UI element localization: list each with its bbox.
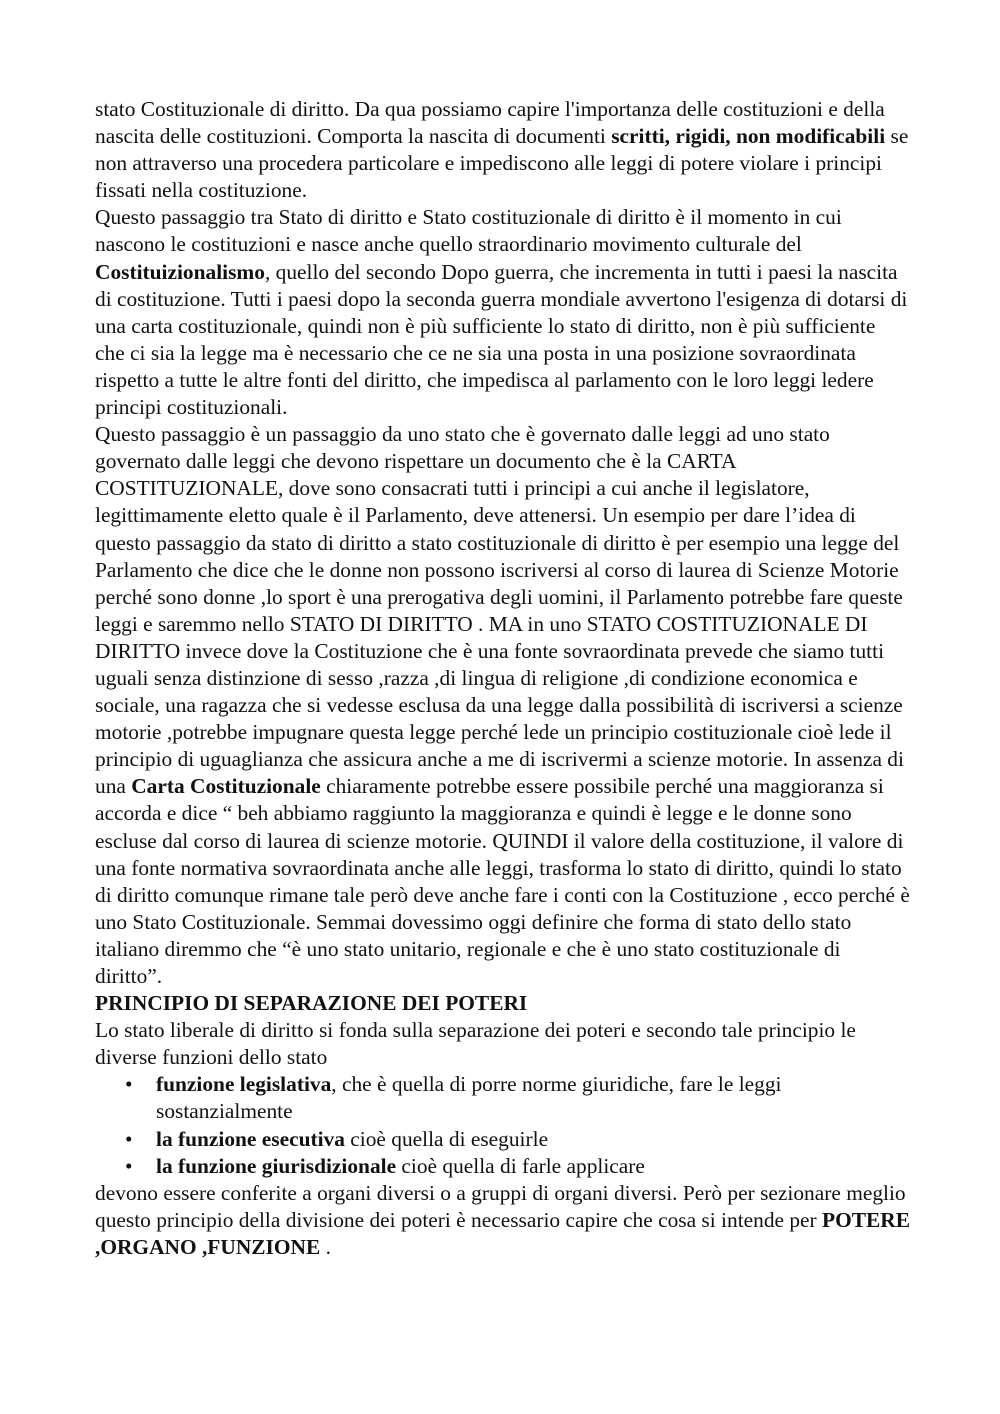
paragraph-intro: [95, 96, 910, 204]
paragraph-separazione: Lo stato liberale di diritto si fonda sulla separazione dei poteri e secondo tale principio le diverse funzioni dello stato: [95, 1018, 856, 1070]
bold-text: Costituizionalismo: [95, 259, 265, 284]
functions-list: [95, 1071, 910, 1179]
text-run: Questo passaggio tra Stato di diritto e Stato costituzionale di diritto è il momento in cui nascono le costituzioni e nasce anche quello straordinario movimento culturale del: [95, 205, 842, 257]
bold-text: scritti, rigidi, non modificabili: [611, 124, 886, 149]
document-page: [95, 96, 910, 1261]
text-run: , che è quella di porre norme giuridiche, fare le leggi sostanzialmente: [156, 1072, 782, 1124]
text-run: se non attraverso una procedera particolare e impediscono alle leggi di potere violare i principi fissati nella costituzione.: [95, 124, 909, 203]
bold-text: Carta Costituzionale: [131, 774, 321, 799]
text-run: devono essere conferite a organi diversi o a gruppi di organi diversi. Però per sezionare meglio questo principio della divisione dei poteri è necessario capire che cosa si intende per: [95, 1180, 906, 1232]
list-item: [156, 1071, 910, 1125]
text-run: stato Costituzionale di diritto. Da qua possiamo capire l'importanza delle costituzioni e della nascita delle costituzioni. Comporta la nascita di documenti: [95, 97, 885, 149]
bold-text: POTERE ,ORGANO ,FUNZIONE: [95, 1207, 910, 1259]
section-heading: PRINCIPIO DI SEPARAZIONE DEI POTERI: [95, 991, 528, 1016]
paragraph-costituzionalismo: [95, 204, 910, 421]
paragraph-carta-costituzionale: [95, 421, 910, 990]
list-item: [156, 1153, 910, 1180]
text-run: , quello del secondo Dopo guerra, che incrementa in tutti i paesi la nascita di costituzione. Tutti i paesi dopo la seconda guerra mondiale avvertono l'esigenza di dotarsi di una carta costituzionale, quindi non è più sufficiente lo stato di diritto, non è più sufficiente che ci sia la legge ma è necessario che ce ne sia una posta in una posizione sovraordinata rispetto a tutte le altre fonti del diritto, che impedisca al parlamento con le loro leggi ledere principi costituzionali.: [95, 259, 908, 420]
bold-text: funzione legislativa: [156, 1072, 332, 1097]
text-run: chiaramente potrebbe essere possibile perché una maggioranza si accorda e dice “ beh abbiamo raggiunto la maggioranza e quindi è legge e le donne sono escluse dal corso di laurea di scienze motorie. QUINDI il valore della costituzione, il valore di una fonte normativa sovraordinata anche alle leggi, trasforma lo stato di diritto, quindi lo stato di diritto comunque rimane tale però deve anche fare i conti con la Costituzione , ecco perché è uno Stato Costituzionale. Semmai dovessimo oggi definire che forma di stato dello stato italiano diremmo che “è uno stato unitario, regionale e che è uno stato costituzionale di diritto”.: [95, 774, 910, 988]
list-item: [156, 1126, 910, 1153]
bold-text: la funzione esecutiva: [156, 1126, 345, 1151]
text-run: Questo passaggio è un passaggio da uno stato che è governato dalle leggi ad uno stato governato dalle leggi che devono rispettare un documento che è la CARTA COSTITUZIONALE, dove sono consacrati tutti i principi a cui anche il legislatore, legittimamente eletto quale è il Parlamento, deve attenersi. Un esempio per dare l’idea di questo passaggio da stato di diritto a stato costituzionale di diritto è per esempio una legge del Parlamento che dice che le donne non possono iscriversi al corso di laurea di Scienze Motorie perché sono donne ,lo sport è una prerogativa degli uomini, il Parlamento potrebbe fare queste leggi e saremmo nello STATO DI DIRITTO . MA in uno STATO COSTITUZIONALE DI DIRITTO invece dove la Costituzione che è una fonte sovraordinata prevede che siamo tutti uguali senza distinzione di sesso ,razza ,di lingua di religione ,di condizione economica e sociale, una ragazza che si vedesse esclusa da una legge dalla possibilità di iscriversi a scienze motorie ,potrebbe impugnare questa legge perché lede un principio costituzionale cioè lede il principio di uguaglianza che assicura anche a me di iscrivermi a scienze motorie. In assenza di una: [95, 422, 904, 799]
text-run: .: [320, 1234, 331, 1259]
text-run: cioè quella di farle applicare: [396, 1153, 645, 1178]
bold-text: la funzione giurisdizionale: [156, 1153, 397, 1178]
paragraph-conclusion: [95, 1180, 910, 1261]
text-run: cioè quella di eseguirle: [344, 1126, 549, 1151]
